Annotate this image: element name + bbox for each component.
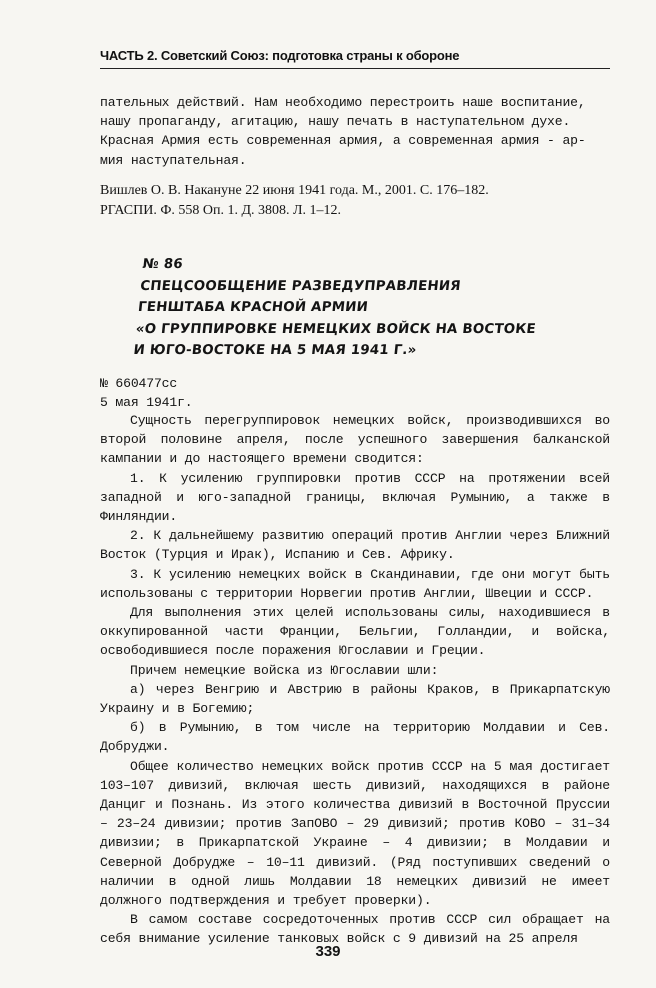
title-line: И ЮГО-ВОСТОКЕ НА 5 МАЯ 1941 Г.»	[132, 343, 418, 358]
title-line: «О ГРУППИРОВКЕ НЕМЕЦКИХ ВОЙСК НА ВОСТОКЕ	[134, 321, 537, 337]
body-paragraph: Сущность перегруппировок немецких войск, производившихся во второй половине апреля, после успешного завершения балканской кампании и до настоящего времени сводится:	[100, 413, 610, 467]
body-paragraph: Причем немецкие войска из Югославии шли:	[130, 662, 439, 678]
body-paragraph: Для выполнения этих целей использованы силы, находившиеся в оккупированной части Франции, Бельгии, Голландии, и войска, освободившиеся после поражения Югославии и Греции.	[100, 605, 610, 659]
page-number: 339	[315, 943, 341, 960]
body-paragraph: В самом составе сосредоточенных против СССР сил обращает на себя внимание усиление танковых войск с 9 дивизий на 25 апреля	[100, 912, 610, 947]
source-reference	[100, 181, 610, 221]
archive-reference: РГАСПИ. Ф. 558 Оп. 1. Д. 3808. Л. 1–12.	[100, 203, 342, 218]
title-line: ГЕНШТАБА КРАСНОЙ АРМИИ	[137, 300, 369, 315]
document-meta	[100, 374, 610, 412]
registration-number: № 660477сс	[100, 376, 178, 391]
title-line: СПЕЦСООБЩЕНИЕ РАЗВЕДУПРАВЛЕНИЯ	[139, 278, 462, 294]
text-line: нашу пропаганду, агитацию, нашу печать в наступательном духе.	[100, 114, 571, 130]
sub-item: а) через Венгрию и Австрию в районы Краков, в Прикарпатскую Украину и в Богемию;	[100, 681, 610, 717]
document-number: № 86	[141, 257, 184, 272]
text-line: мия наступательная.	[100, 152, 247, 168]
list-item: 2. К дальнейшему развитию операций против Англии через Ближний Восток (Турция и Ирак), Испанию и Сев. Африку.	[100, 528, 610, 563]
list-item: 3. К усилению немецких войск в Скандинавии, где они могут быть использованы с территории Норвегии против Англии, Швеции и СССР.	[100, 566, 610, 601]
list-item: 1. К усилению группировки против СССР на протяжении всей западной и юго-западной границы, включая Румынию, а также в Финляндии.	[100, 470, 610, 525]
document-body	[100, 411, 610, 949]
document-date: 5 мая 1941г.	[100, 395, 193, 411]
document-title	[132, 254, 603, 362]
sub-item: б) в Румынию, в том числе на территорию Молдавии и Сев. Добруджи.	[100, 720, 610, 755]
body-paragraph: Общее количество немецких войск против СССР на 5 мая достигает 103–107 дивизий, включая шесть дивизий, находящихся в районе Данциг и Познань. Из этого количества дивизий в Восточной Пруссии – 23–24 дивизии; против ЗапОВО – 29 дивизий; против КОВО – 31–34 дивизии; в Прикарпатской Украине – 4 дивизии; в Молдавии и Северной Добрудже – 10–11 дивизий. (Ряд поступивших сведений о наличии в одной лишь Молдавии 18 немецких дивизий не имеет должного подтверждения и требует проверки).	[100, 758, 610, 909]
text-line: Красная Армия есть современная армия, а современная армия - ар-	[100, 133, 586, 149]
source-citation: Вишлев О. В. Накануне 22 июня 1941 года. М., 2001. С. 176–182.	[100, 183, 489, 198]
preceding-text	[100, 93, 610, 170]
header-rule	[100, 68, 610, 69]
text-line: пательных действий. Нам необходимо перестроить наше воспитание,	[100, 95, 586, 110]
running-header: ЧАСТЬ 2. Советский Союз: подготовка страны к обороне	[100, 48, 460, 63]
